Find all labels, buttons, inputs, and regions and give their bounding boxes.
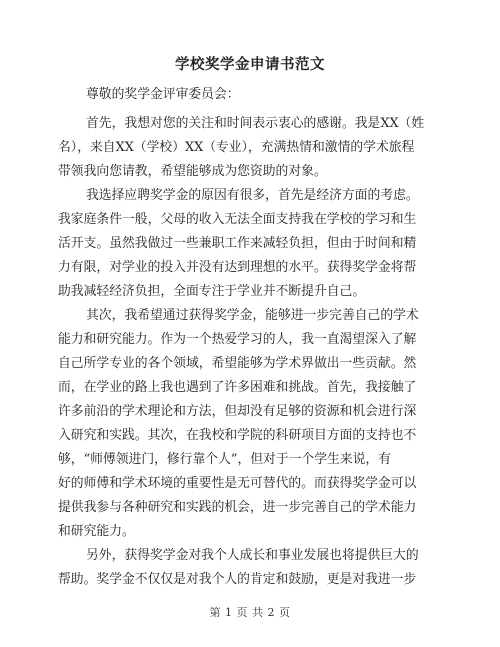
paragraph-line: 和研究能力。 — [58, 524, 135, 539]
paragraph-line: 而，在学业的路上我也遇到了许多困难和挑战。首先，我接触了 — [58, 380, 417, 395]
paragraph-line: 名），来自XX（学校）XX（专业），充满热情和激情的学术旅程 — [58, 140, 415, 155]
page-number: 第 1 页 共 2 页 — [209, 606, 291, 619]
paragraph-line: 我家庭条件一般，父母的收入无法全面支持我在学校的学习和生 — [58, 212, 417, 227]
paragraph-line: 好的师傅和学术环境的重要性是无可替代的。而获得奖学金可以 — [58, 476, 417, 491]
paragraph-line: 我选择应聘奖学金的原因有很多，首先是经济方面的考虑。 — [86, 188, 419, 203]
paragraph-line: 入研究和实践。其次，在我校和学院的科研项目方面的支持也不 — [58, 428, 417, 443]
paragraph-line: 力有限，对学业的投入并没有达到理想的水平。获得奖学金将帮 — [58, 260, 417, 275]
document-title: 学校奖学金申请书范文 — [175, 56, 325, 73]
paragraph-line: 自己所学专业的各个领域，希望能够为学术界做出一些贡献。然 — [58, 356, 417, 371]
paragraph-line: 够，“师傅领进门，修行靠个人”，但对于一个学生来说，有 — [58, 452, 392, 467]
paragraph-line: 首先，我想对您的关注和时间表示衷心的感谢。我是XX（姓 — [86, 116, 425, 131]
paragraph-line: 带领我向您请教，希望能够成为您资助的对象。 — [58, 164, 327, 179]
paragraph-line: 另外，获得奖学金对我个人成长和事业发展也将提供巨大的 — [86, 548, 419, 563]
paragraph-line: 助我减轻经济负担，全面专注于学业并不断提升自己。 — [58, 284, 366, 299]
paragraph-line: 活开支。虽然我做过一些兼职工作来减轻负担，但由于时间和精 — [58, 236, 417, 251]
paragraph-line: 提供我参与各种研究和实践的机会，进一步完善自己的学术能力 — [58, 500, 417, 515]
paragraph-line: 许多前沿的学术理论和方法，但却没有足够的资源和机会进行深 — [58, 404, 417, 419]
paragraph-line: 帮助。奖学金不仅仅是对我个人的肯定和鼓励，更是对我进一步 — [58, 572, 417, 587]
salutation: 尊敬的奖学金评审委员会： — [86, 87, 240, 102]
paragraph-line: 其次，我希望通过获得奖学金，能够进一步完善自己的学术 — [86, 308, 419, 323]
paragraph-line: 能力和研究能力。作为一个热爱学习的人，我一直渴望深入了解 — [58, 332, 417, 347]
